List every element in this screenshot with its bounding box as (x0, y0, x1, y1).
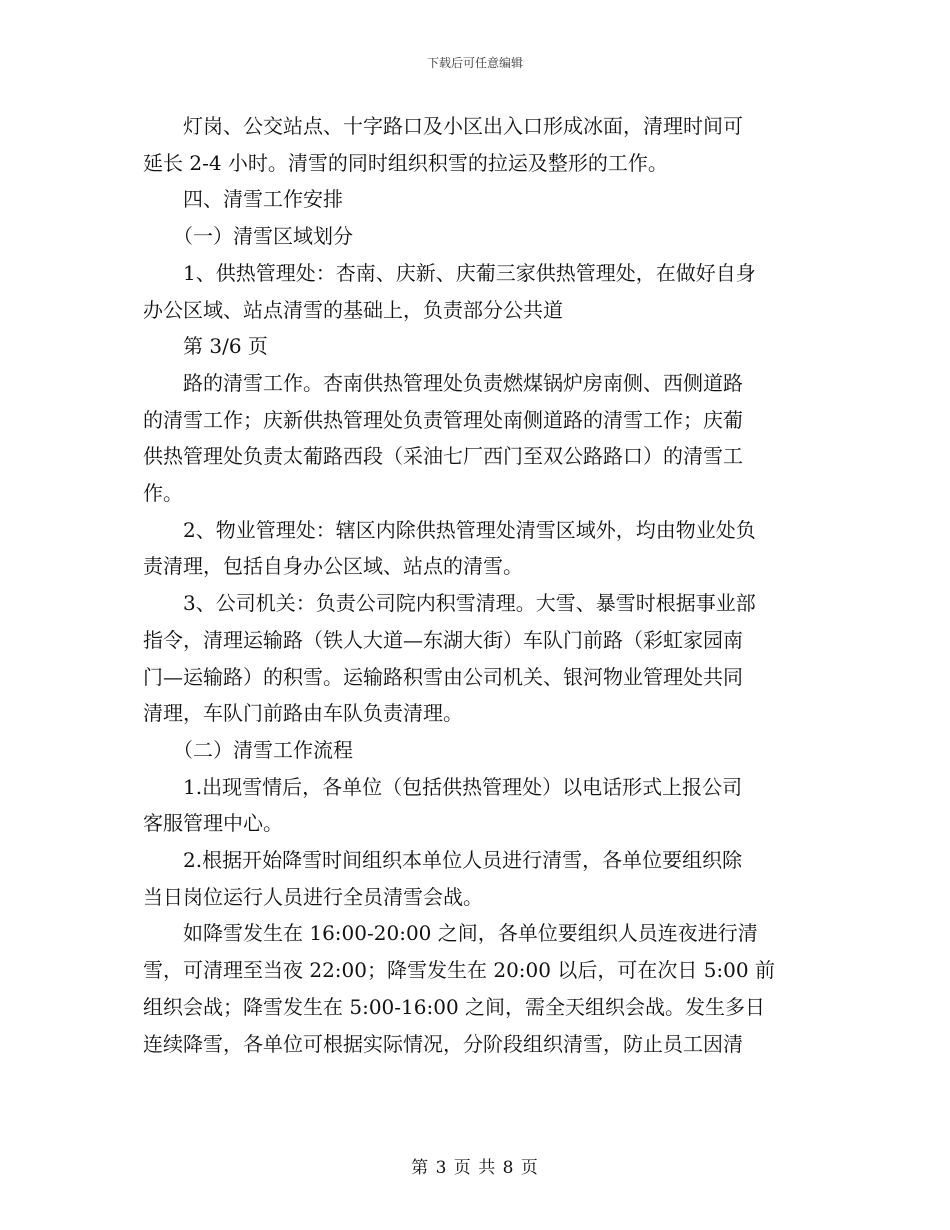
text-line: 的清雪工作；庆新供热管理处负责管理处南侧道路的清雪工作；庆葡 (143, 407, 743, 432)
text-line: 作。 (143, 481, 183, 506)
text-line: 2、物业管理处：辖区内除供热管理处清雪区域外，均由物业处负 (183, 517, 756, 542)
page-header: 下载后可任意编辑 (426, 56, 523, 70)
text-line: 路的清雪工作。杏南供热管理处负责燃煤锅炉房南侧、西侧道路 (183, 370, 743, 395)
text-line: 2.根据开始降雪时间组织本单位人员进行清雪，各单位要组织除 (183, 848, 743, 873)
text-line: （二）清雪工作流程 (173, 737, 353, 762)
document-body (143, 108, 808, 1062)
text-line: 1.出现雪情后，各单位（包括供热管理处）以电话形式上报公司 (183, 774, 743, 799)
text-line: 1、供热管理处：杏南、庆新、庆葡三家供热管理处，在做好自身 (183, 260, 756, 285)
text-line: 灯岗、公交站点、十字路口及小区出入口形成冰面，清理时间可 (183, 114, 743, 138)
text-line: 如降雪发生在 16:00-20:00 之间，各单位要组织人员连夜进行清 (183, 921, 758, 946)
text-line: 第 3/6 页 (183, 334, 268, 359)
text-line: 组织会战；降雪发生在 5:00-16:00 之间，需全天组织会战。发生多日 (143, 994, 766, 1019)
text-line: 3、公司机关：负责公司院内积雪清理。大雪、暴雪时根据事业部 (183, 591, 756, 616)
text-line: 当日岗位运行人员进行全员清雪会战。 (143, 884, 483, 909)
text-line: 雪，可清理至当夜 22:00；降雪发生在 20:00 以后，可在次日 5:00 前 (143, 958, 775, 983)
text-line: 责清理，包括自身办公区域、站点的清雪。 (143, 554, 523, 579)
text-line: 办公区域、站点清雪的基础上，负责部分公共道 (143, 297, 563, 322)
page-footer: 第 3 页 共 8 页 (411, 1158, 539, 1178)
text-line: 四、清雪工作安排 (183, 187, 343, 212)
text-line: 清理，车队门前路由车队负责清理。 (143, 701, 463, 726)
text-line: （一）清雪区域划分 (173, 224, 353, 249)
text-line: 供热管理处负责太葡路西段（采油七厂西门至双公路路口）的清雪工 (143, 444, 743, 469)
text-line: 客服管理中心。 (143, 811, 283, 836)
text-line: 指令，清理运输路（铁人大道—东湖大街）车队门前路（彩虹家园南 (143, 627, 743, 652)
text-line: 延长 2-4 小时。清雪的同时组织积雪的拉运及整形的工作。 (143, 150, 668, 175)
text-line: 连续降雪，各单位可根据实际情况，分阶段组织清雪，防止员工因清 (143, 1031, 743, 1056)
text-line: 门—运输路）的积雪。运输路积雪由公司机关、银河物业管理处共同 (143, 664, 743, 689)
